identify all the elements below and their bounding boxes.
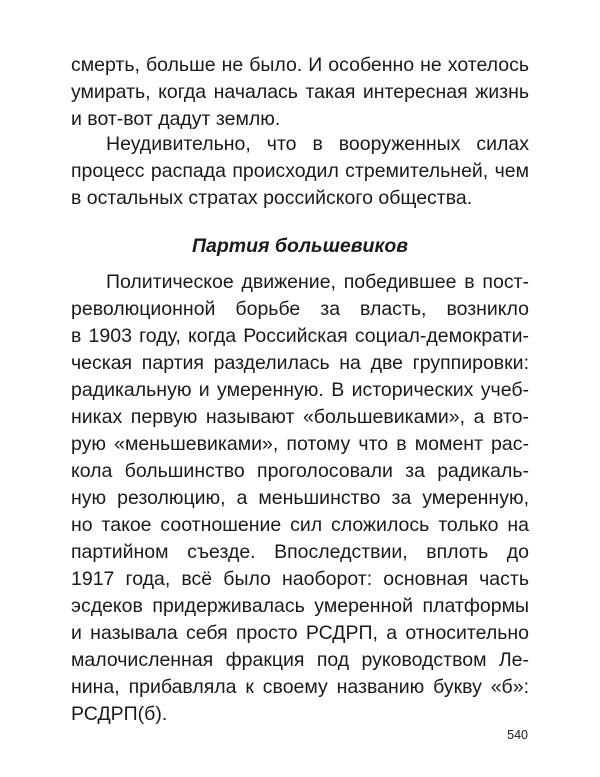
text-line: партийном съезде. Впоследствии, вплоть до	[71, 541, 529, 563]
text-line: и вот-вот дадут землю.	[71, 108, 281, 130]
text-line: умирать, когда началась такая интересная жизнь	[71, 81, 529, 103]
text-line: кола большинство проголосовали за радикаль-	[71, 460, 529, 482]
text-line: но такое соотношение сил сложилось только на	[71, 514, 529, 536]
text-line: Политическое движение, победившее в пост-	[106, 271, 529, 293]
text-line: ную резолюцию, а меньшинство за умеренную,	[71, 487, 529, 509]
text-line: в остальных стратах российского общества.	[71, 187, 473, 209]
text-line: смерть, больше не было. И особенно не хотелось	[71, 54, 529, 76]
text-line: эсдеков придерживалась умеренной платформы	[71, 595, 529, 617]
text-line: никах первую называют «большевиками», а вто-	[71, 406, 529, 428]
text-line: малочисленная фракция под руководством Ле-	[71, 649, 529, 671]
text-line: Неудивительно, что в вооруженных силах	[106, 133, 529, 155]
text-line: и называла себя просто РСДРП, а относительно	[71, 622, 529, 644]
text-line: ческая партия разделилась на две группировки:	[71, 352, 529, 374]
paragraph-3	[71, 269, 529, 728]
text-line: 1917 года, всё было наоборот: основная часть	[71, 568, 529, 590]
paragraph-2	[71, 131, 529, 212]
section-heading: Партия большевиков	[191, 235, 409, 257]
page-number: 540	[507, 728, 528, 742]
text-line: в 1903 году, когда Российская социал-демократи-	[71, 325, 529, 347]
text-line: радикальную и умеренную. В исторических учеб-	[71, 379, 529, 401]
paragraph-1	[71, 52, 529, 133]
text-line: революционной борьбе за власть, возникло	[71, 298, 529, 320]
text-line: процесс распада происходил стремительней, чем	[71, 160, 529, 182]
text-line: РСДРП(б).	[71, 703, 168, 725]
text-line: рую «меньшевиками», потому что в момент рас-	[71, 433, 529, 455]
text-line: нина, прибавляла к своему названию букву «б»:	[71, 676, 529, 698]
